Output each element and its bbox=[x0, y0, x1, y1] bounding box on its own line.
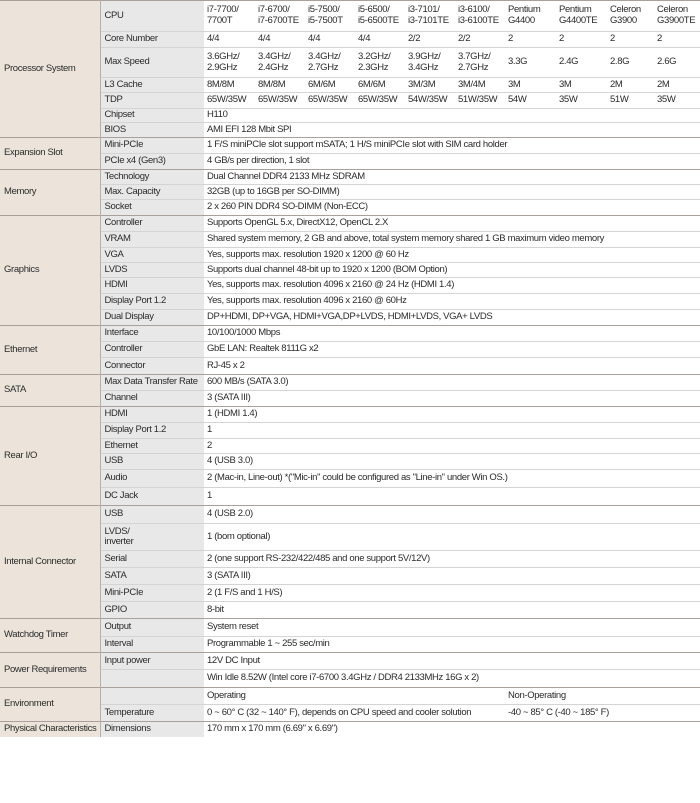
spec-label: Ethernet bbox=[100, 439, 204, 454]
spec-row bbox=[0, 488, 700, 506]
spec-label bbox=[100, 688, 204, 705]
cpu-spec-cell: 2.6G bbox=[654, 48, 700, 78]
category-label: Ethernet bbox=[0, 326, 100, 375]
spec-value-alt: Non-Operating bbox=[505, 688, 700, 705]
spec-row bbox=[0, 326, 700, 342]
spec-value: RJ-45 x 2 bbox=[204, 358, 700, 375]
cpu-spec-cell: 3.9GHz/ 3.4GHz bbox=[405, 48, 455, 78]
spec-value: 2 x 260 PIN DDR4 SO-DIMM (Non-ECC) bbox=[204, 200, 700, 216]
cpu-spec-cell: 2 bbox=[556, 32, 607, 48]
spec-value: Supports dual channel 48-bit up to 1920 x 1200 (BOM Option) bbox=[204, 263, 700, 278]
spec-row bbox=[0, 705, 700, 722]
cpu-spec-cell: 8M/8M bbox=[204, 78, 255, 93]
spec-label: Display Port 1.2 bbox=[100, 423, 204, 439]
spec-row bbox=[0, 216, 700, 232]
spec-row bbox=[0, 391, 700, 407]
cpu-spec-cell: 65W/35W bbox=[305, 93, 355, 109]
cpu-spec-cell: Celeron G3900 bbox=[607, 1, 654, 32]
cpu-spec-cell: 2.8G bbox=[607, 48, 654, 78]
cpu-spec-cell: 54W/35W bbox=[405, 93, 455, 109]
spec-value: Win Idle 8.52W (Intel core i7-6700 3.4GHz / DDR4 2133MHz 16G x 2) bbox=[204, 670, 700, 688]
spec-value: 1 bbox=[204, 488, 700, 506]
spec-value: 170 mm x 170 mm (6.69" x 6.69") bbox=[204, 722, 700, 737]
cpu-spec-cell: 2M bbox=[654, 78, 700, 93]
spec-row bbox=[0, 278, 700, 294]
cpu-spec-cell: 6M/6M bbox=[305, 78, 355, 93]
spec-label: Mini-PCIe bbox=[100, 138, 204, 154]
cpu-spec-cell: 3.4GHz/ 2.4GHz bbox=[255, 48, 305, 78]
spec-label: Max Speed bbox=[100, 48, 204, 78]
spec-row bbox=[0, 637, 700, 653]
spec-label: Dimensions bbox=[100, 722, 204, 737]
spec-row bbox=[0, 310, 700, 326]
spec-value: AMI EFI 128 Mbit SPI bbox=[204, 123, 700, 138]
spec-row bbox=[0, 407, 700, 423]
spec-value: Dual Channel DDR4 2133 MHz SDRAM bbox=[204, 170, 700, 185]
spec-value: 2 (Mac-in, Line-out) *("Mic-in" could be configured as "Line-in" under Win OS.) bbox=[204, 470, 700, 488]
spec-value: Yes, supports max. resolution 4096 x 2160 @ 60Hz bbox=[204, 294, 700, 310]
spec-row bbox=[0, 358, 700, 375]
spec-row bbox=[0, 232, 700, 248]
cpu-spec-cell: 51W/35W bbox=[455, 93, 505, 109]
spec-value: 1 (HDMI 1.4) bbox=[204, 407, 700, 423]
cpu-spec-cell: 3M bbox=[505, 78, 556, 93]
spec-value: System reset bbox=[204, 619, 700, 637]
category-label: Environment bbox=[0, 688, 100, 722]
spec-value: 3 (SATA III) bbox=[204, 568, 700, 585]
spec-label: Controller bbox=[100, 216, 204, 232]
spec-label: Display Port 1.2 bbox=[100, 294, 204, 310]
cpu-spec-cell: 4/4 bbox=[305, 32, 355, 48]
spec-label: Input power bbox=[100, 653, 204, 670]
spec-value: 4 GB/s per direction, 1 slot bbox=[204, 154, 700, 170]
spec-row bbox=[0, 154, 700, 170]
cpu-spec-cell: i5-7500/ i5-7500T bbox=[305, 1, 355, 32]
category-label: Graphics bbox=[0, 216, 100, 326]
spec-label: Channel bbox=[100, 391, 204, 407]
spec-row bbox=[0, 32, 700, 48]
cpu-spec-cell: i3-7101/ i3-7101TE bbox=[405, 1, 455, 32]
spec-row bbox=[0, 454, 700, 470]
spec-row bbox=[0, 185, 700, 200]
cpu-spec-cell: 65W/35W bbox=[255, 93, 305, 109]
spec-row bbox=[0, 109, 700, 123]
spec-value: 8-bit bbox=[204, 602, 700, 619]
spec-row bbox=[0, 551, 700, 568]
cpu-spec-cell: 4/4 bbox=[204, 32, 255, 48]
cpu-spec-cell: i7-6700/ i7-6700TE bbox=[255, 1, 305, 32]
spec-value: GbE LAN: Realtek 8111G x2 bbox=[204, 342, 700, 358]
cpu-spec-cell: 65W/35W bbox=[204, 93, 255, 109]
spec-value: 1 F/S miniPCIe slot support mSATA; 1 H/S miniPCIe slot with SIM card holder bbox=[204, 138, 700, 154]
spec-label: Controller bbox=[100, 342, 204, 358]
spec-row bbox=[0, 470, 700, 488]
spec-row bbox=[0, 78, 700, 93]
cpu-spec-cell: Celeron G3900TE bbox=[654, 1, 700, 32]
spec-row bbox=[0, 48, 700, 78]
spec-value: 4 (USB 2.0) bbox=[204, 506, 700, 524]
category-label: Internal Connector bbox=[0, 506, 100, 619]
spec-label: Chipset bbox=[100, 109, 204, 123]
cpu-spec-cell: 4/4 bbox=[355, 32, 405, 48]
spec-label: Interface bbox=[100, 326, 204, 342]
spec-row bbox=[0, 294, 700, 310]
cpu-spec-cell: 3M bbox=[556, 78, 607, 93]
cpu-spec-cell: i3-6100/ i3-6100TE bbox=[455, 1, 505, 32]
spec-value: Shared system memory, 2 GB and above, total system memory shared 1 GB maximum video memory bbox=[204, 232, 700, 248]
cpu-spec-cell: 2M bbox=[607, 78, 654, 93]
spec-label: CPU bbox=[100, 1, 204, 32]
spec-row bbox=[0, 248, 700, 263]
spec-label: PCIe x4 (Gen3) bbox=[100, 154, 204, 170]
spec-label: VRAM bbox=[100, 232, 204, 248]
spec-label: Audio bbox=[100, 470, 204, 488]
spec-label: Connector bbox=[100, 358, 204, 375]
spec-label: Max Data Transfer Rate bbox=[100, 375, 204, 391]
cpu-spec-cell: 2 bbox=[654, 32, 700, 48]
spec-label: SATA bbox=[100, 568, 204, 585]
spec-value-alt: -40 ~ 85° C (-40 ~ 185° F) bbox=[505, 705, 700, 722]
spec-row bbox=[0, 263, 700, 278]
spec-row bbox=[0, 200, 700, 216]
spec-label: Serial bbox=[100, 551, 204, 568]
spec-label: Output bbox=[100, 619, 204, 637]
spec-label: LVDS bbox=[100, 263, 204, 278]
cpu-spec-cell: 3.2GHz/ 2.3GHz bbox=[355, 48, 405, 78]
spec-label: Dual Display bbox=[100, 310, 204, 326]
cpu-spec-cell: 3.4GHz/ 2.7GHz bbox=[305, 48, 355, 78]
spec-value: 4 (USB 3.0) bbox=[204, 454, 700, 470]
cpu-spec-cell: 3.3G bbox=[505, 48, 556, 78]
cpu-spec-cell: 2 bbox=[607, 32, 654, 48]
spec-label: USB bbox=[100, 454, 204, 470]
spec-label: BIOS bbox=[100, 123, 204, 138]
spec-row bbox=[0, 138, 700, 154]
category-label: Memory bbox=[0, 170, 100, 216]
cpu-spec-cell: 3.6GHz/ 2.9GHz bbox=[204, 48, 255, 78]
spec-row bbox=[0, 524, 700, 551]
spec-label: Technology bbox=[100, 170, 204, 185]
cpu-spec-cell: 3.7GHz/ 2.7GHz bbox=[455, 48, 505, 78]
spec-label: USB bbox=[100, 506, 204, 524]
spec-label: Socket bbox=[100, 200, 204, 216]
spec-value: 2 bbox=[204, 439, 700, 454]
category-label: Physical Characteristics bbox=[0, 722, 100, 737]
spec-value: Programmable 1 ~ 255 sec/min bbox=[204, 637, 700, 653]
cpu-spec-cell: Pentium G4400TE bbox=[556, 1, 607, 32]
spec-value: 2 (one support RS-232/422/485 and one support 5V/12V) bbox=[204, 551, 700, 568]
spec-row bbox=[0, 170, 700, 185]
spec-label: Temperature bbox=[100, 705, 204, 722]
spec-value: 32GB (up to 16GB per SO-DIMM) bbox=[204, 185, 700, 200]
category-label: Watchdog Timer bbox=[0, 619, 100, 653]
spec-row bbox=[0, 670, 700, 688]
spec-value: 0 ~ 60° C (32 ~ 140° F), depends on CPU speed and cooler solution bbox=[204, 705, 505, 722]
spec-label: Mini-PCIe bbox=[100, 585, 204, 602]
cpu-spec-cell: 6M/6M bbox=[355, 78, 405, 93]
spec-label: HDMI bbox=[100, 278, 204, 294]
category-label: Rear I/O bbox=[0, 407, 100, 506]
spec-row bbox=[0, 568, 700, 585]
spec-row bbox=[0, 619, 700, 637]
cpu-spec-cell: 2/2 bbox=[405, 32, 455, 48]
spec-row bbox=[0, 375, 700, 391]
cpu-spec-cell: 2 bbox=[505, 32, 556, 48]
spec-label bbox=[100, 670, 204, 688]
spec-row bbox=[0, 722, 700, 737]
spec-value: 1 bbox=[204, 423, 700, 439]
cpu-spec-cell: 35W bbox=[654, 93, 700, 109]
spec-label: Core Number bbox=[100, 32, 204, 48]
spec-label: HDMI bbox=[100, 407, 204, 423]
cpu-spec-cell: 35W bbox=[556, 93, 607, 109]
spec-row bbox=[0, 602, 700, 619]
spec-label: GPIO bbox=[100, 602, 204, 619]
cpu-spec-cell: 2.4G bbox=[556, 48, 607, 78]
spec-value: 12V DC Input bbox=[204, 653, 700, 670]
spec-value: 2 (1 F/S and 1 H/S) bbox=[204, 585, 700, 602]
cpu-spec-cell: 3M/4M bbox=[455, 78, 505, 93]
spec-row bbox=[0, 439, 700, 454]
spec-row bbox=[0, 506, 700, 524]
spec-label: VGA bbox=[100, 248, 204, 263]
spec-label: Interval bbox=[100, 637, 204, 653]
spec-row bbox=[0, 585, 700, 602]
cpu-spec-cell: 54W bbox=[505, 93, 556, 109]
category-label: Expansion Slot bbox=[0, 138, 100, 170]
cpu-spec-cell: 2/2 bbox=[455, 32, 505, 48]
spec-row bbox=[0, 342, 700, 358]
spec-value: H110 bbox=[204, 109, 700, 123]
spec-row bbox=[0, 123, 700, 138]
spec-value: 3 (SATA III) bbox=[204, 391, 700, 407]
cpu-spec-cell: 3M/3M bbox=[405, 78, 455, 93]
spec-value: DP+HDMI, DP+VGA, HDMI+VGA,DP+LVDS, HDMI+LVDS, VGA+ LVDS bbox=[204, 310, 700, 326]
cpu-spec-cell: 8M/8M bbox=[255, 78, 305, 93]
spec-label: TDP bbox=[100, 93, 204, 109]
spec-label: DC Jack bbox=[100, 488, 204, 506]
cpu-spec-cell: Pentium G4400 bbox=[505, 1, 556, 32]
spec-row bbox=[0, 423, 700, 439]
spec-value: Yes, supports max. resolution 4096 x 2160 @ 24 Hz (HDMI 1.4) bbox=[204, 278, 700, 294]
category-label: Power Requirements bbox=[0, 653, 100, 688]
cpu-spec-cell: 51W bbox=[607, 93, 654, 109]
spec-value: 10/100/1000 Mbps bbox=[204, 326, 700, 342]
spec-row bbox=[0, 93, 700, 109]
spec-label: Max. Capacity bbox=[100, 185, 204, 200]
cpu-spec-cell: i7-7700/ 7700T bbox=[204, 1, 255, 32]
cpu-spec-cell: 4/4 bbox=[255, 32, 305, 48]
spec-value: Supports OpenGL 5.x, DirectX12, OpenCL 2.X bbox=[204, 216, 700, 232]
spec-label: LVDS/ inverter bbox=[100, 524, 204, 551]
spec-value: 1 (bom optional) bbox=[204, 524, 700, 551]
spec-row bbox=[0, 688, 700, 705]
spec-value: Yes, supports max. resolution 1920 x 1200 @ 60 Hz bbox=[204, 248, 700, 263]
cpu-spec-cell: i5-6500/ i5-6500TE bbox=[355, 1, 405, 32]
spec-row bbox=[0, 1, 700, 32]
cpu-spec-cell: 65W/35W bbox=[355, 93, 405, 109]
spec-value: Operating bbox=[204, 688, 505, 705]
spec-row bbox=[0, 653, 700, 670]
spec-label: L3 Cache bbox=[100, 78, 204, 93]
category-label: SATA bbox=[0, 375, 100, 407]
category-label: Processor System bbox=[0, 1, 100, 138]
spec-value: 600 MB/s (SATA 3.0) bbox=[204, 375, 700, 391]
